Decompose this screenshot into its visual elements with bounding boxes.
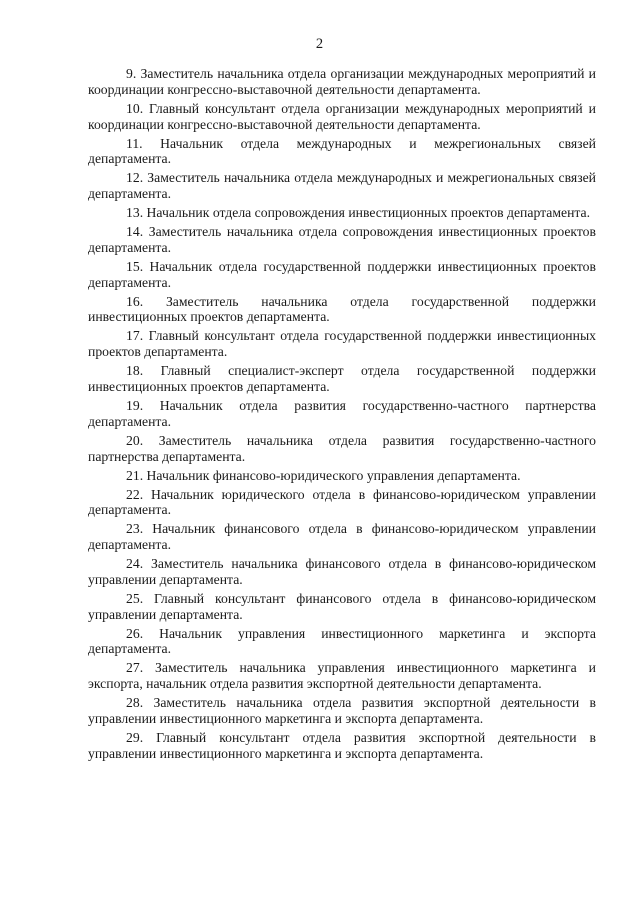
list-item: 28. Заместитель начальника отдела развития экспортной деятельности в управлении инвестиционного маркетинга и экспорта департамента. — [88, 695, 596, 727]
list-item: 26. Начальник управления инвестиционного маркетинга и экспорта департамента. — [88, 625, 596, 657]
list-item: 27. Заместитель начальника управления инвестиционного маркетинга и экспорта, начальник отдела развития экспортной деятельности департамента. — [88, 660, 596, 692]
list-item: 22. Начальник юридического отдела в финансово-юридическом управлении департамента. — [88, 486, 596, 518]
list-item: 23. Начальник финансового отдела в финансово-юридическом управлении департамента. — [88, 521, 596, 553]
list-item: 16. Заместитель начальника отдела государственной поддержки инвестиционных проектов департамента. — [88, 293, 596, 325]
list-item: 24. Заместитель начальника финансового отдела в финансово-юридическом управлении департамента. — [88, 556, 596, 587]
list-item: 9. Заместитель начальника отдела организации международных мероприятий и координации конгрессно-выставочной деятельности департамента. — [88, 66, 596, 97]
list-item: 29. Главный консультант отдела развития экспортной деятельности в управлении инвестиционного маркетинга и экспорта департамента. — [88, 730, 596, 761]
list-item: 19. Начальник отдела развития государственно-частного партнерства департамента. — [88, 398, 596, 429]
list-item: 11. Начальник отдела международных и межрегиональных связей департамента. — [88, 135, 596, 167]
position-list — [88, 66, 596, 762]
list-item: 17. Главный консультант отдела государственной поддержки инвестиционных проектов департамента. — [88, 328, 596, 360]
list-item: 21. Начальник финансово-юридического управления департамента. — [126, 467, 521, 483]
list-item: 20. Заместитель начальника отдела развития государственно-частного партнерства департамента. — [88, 432, 596, 464]
list-item: 10. Главный консультант отдела организации международных мероприятий и координации конгрессно-выставочной деятельности департамента. — [88, 100, 596, 132]
list-item: 25. Главный консультант финансового отдела в финансово-юридическом управлении департамента. — [88, 590, 596, 622]
list-item: 13. Начальник отдела сопровождения инвестиционных проектов департамента. — [126, 205, 591, 221]
list-item: 12. Заместитель начальника отдела международных и межрегиональных связей департамента. — [88, 170, 596, 202]
list-item: 18. Главный специалист-эксперт отдела государственной поддержки инвестиционных проектов департамента. — [88, 363, 596, 395]
list-item: 14. Заместитель начальника отдела сопровождения инвестиционных проектов департамента. — [88, 224, 596, 255]
page-number: 2 — [315, 36, 324, 52]
list-item: 15. Начальник отдела государственной поддержки инвестиционных проектов департамента. — [88, 258, 596, 290]
